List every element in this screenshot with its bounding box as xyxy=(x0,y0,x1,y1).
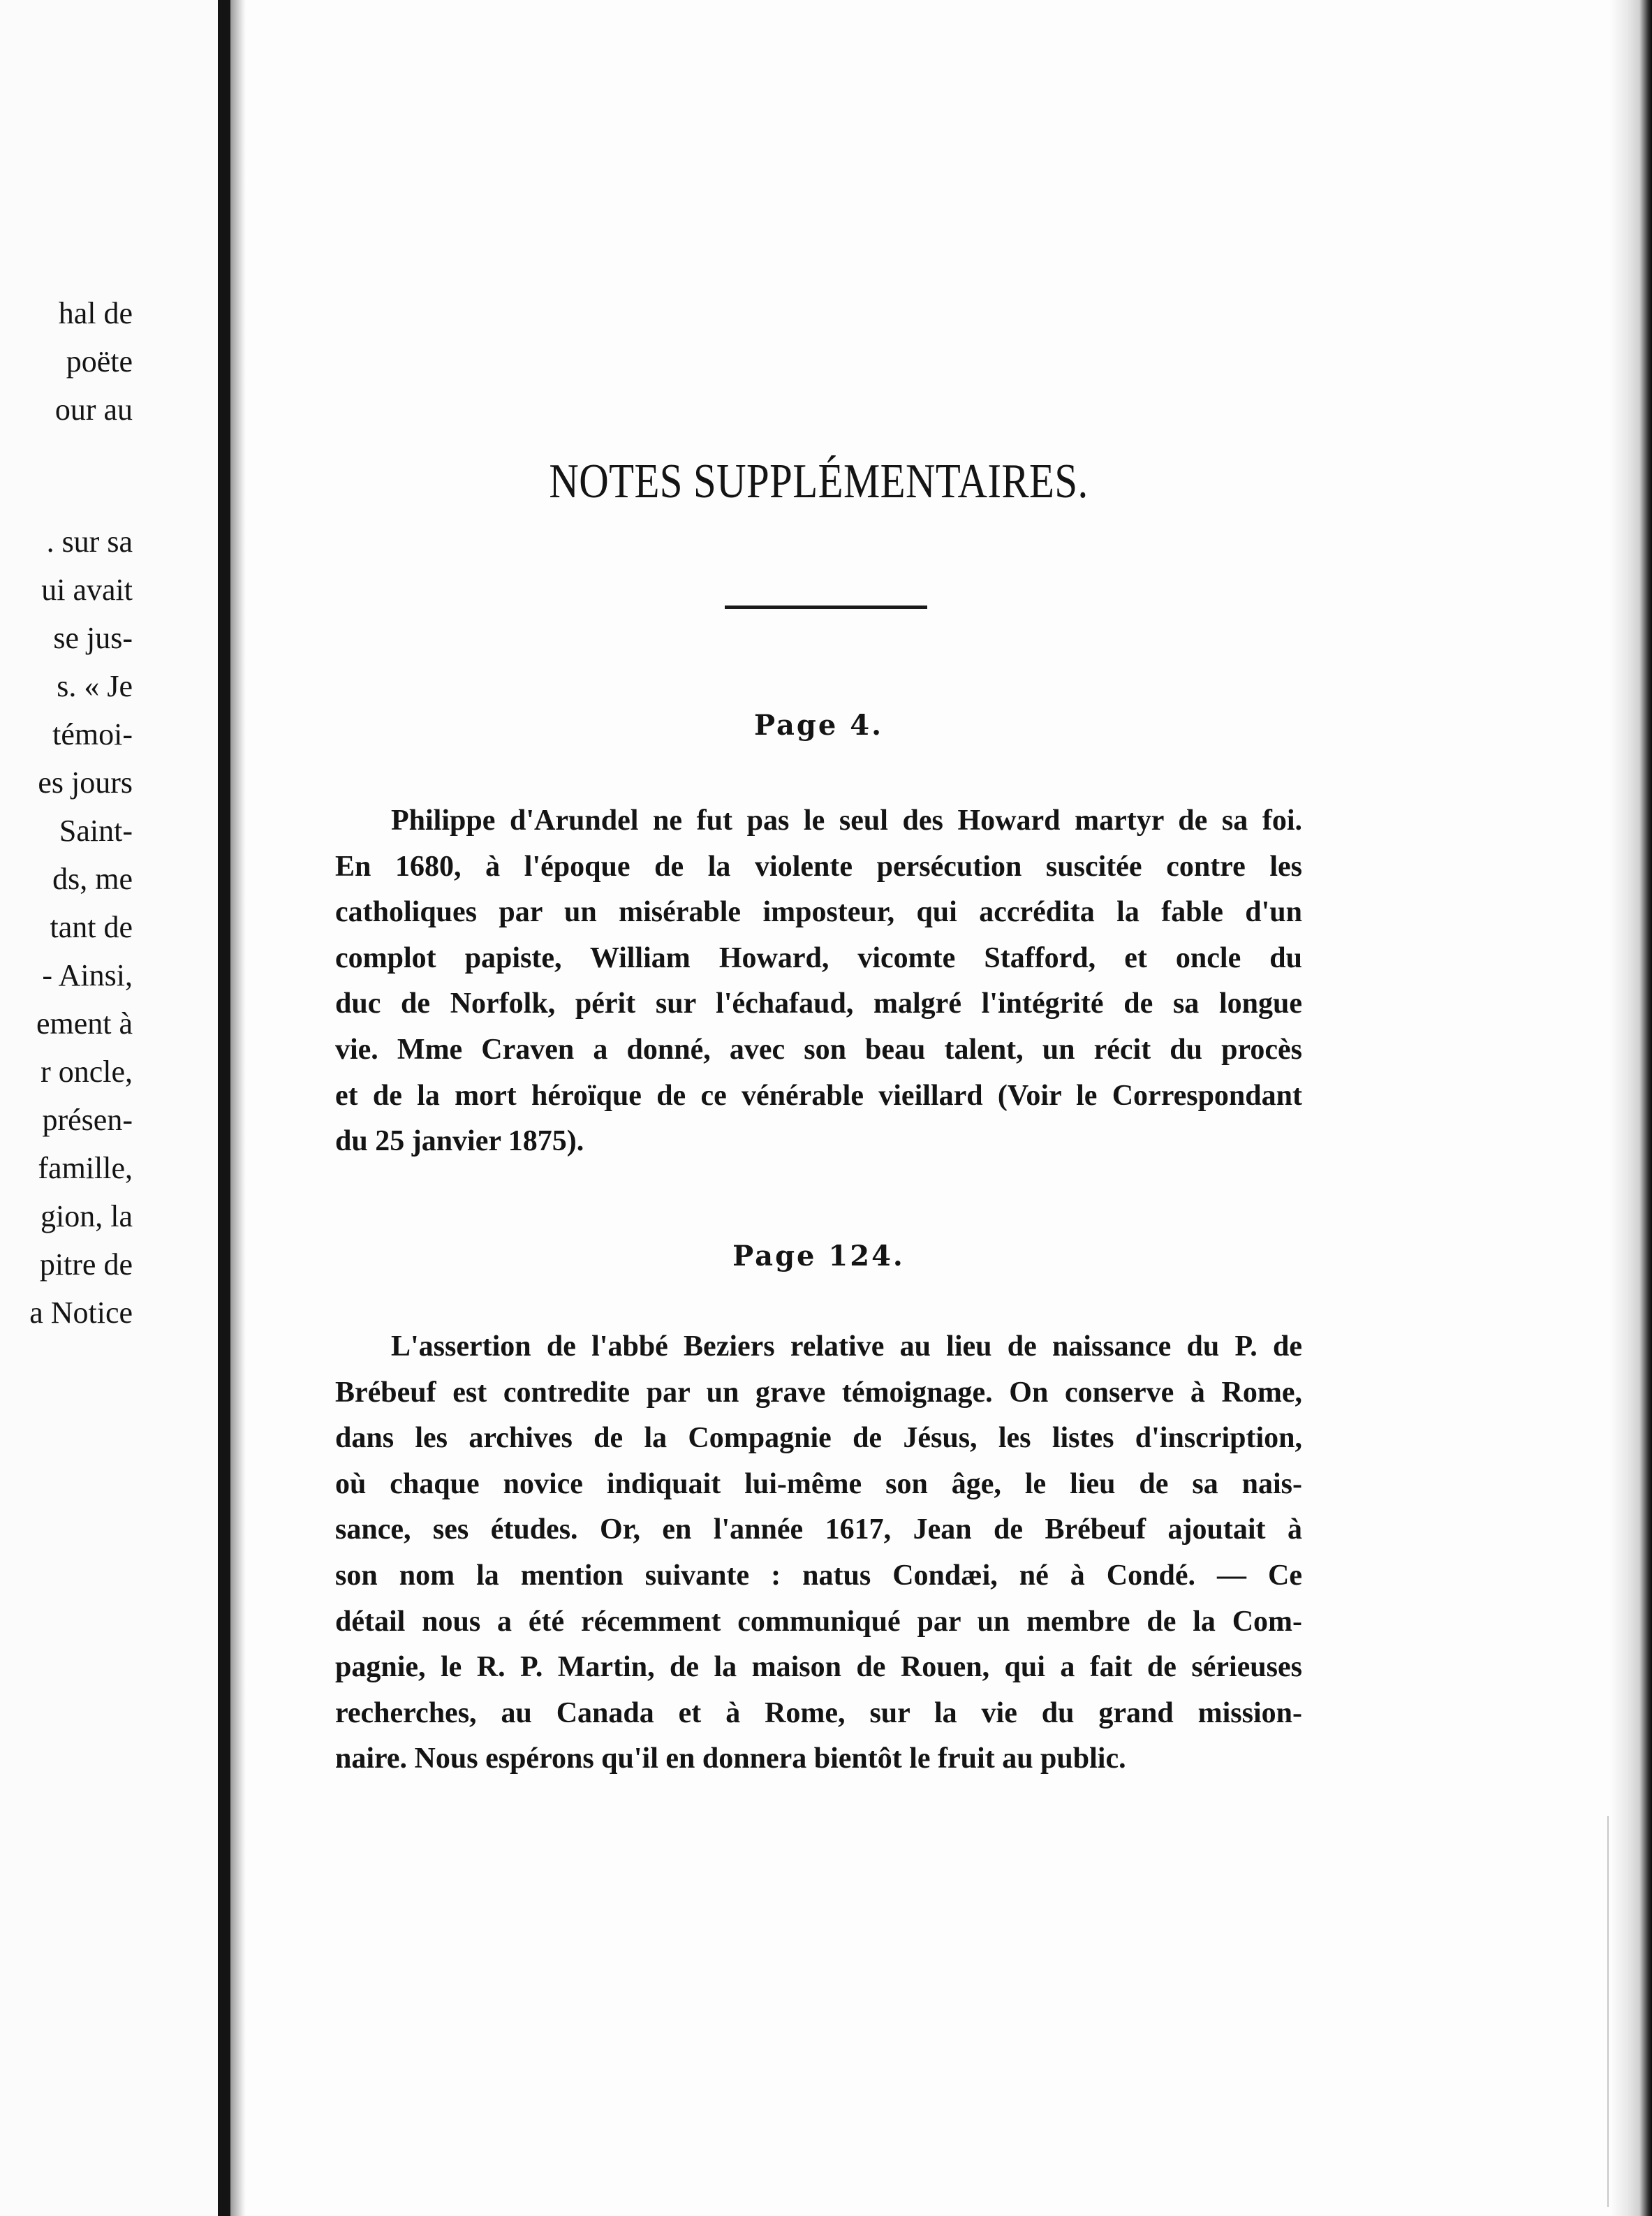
section-heading-page-124: Page 124. xyxy=(732,1240,905,1272)
previous-page-line: présen- xyxy=(42,1103,133,1137)
gutter-shadow xyxy=(230,0,246,2216)
previous-page-line: tant de xyxy=(50,910,133,944)
text-line: son nom la mention suivante : natus Condæi, né à Condé. — Ce xyxy=(335,1559,1302,1592)
text-line: catholiques par un misérable imposteur, qui accrédita la fable d'un xyxy=(335,896,1302,929)
previous-page-text xyxy=(0,289,133,1337)
previous-page-line: es jours xyxy=(38,765,133,800)
previous-page-fragment xyxy=(0,0,218,2216)
previous-page-line: - Ainsi, xyxy=(42,958,133,992)
title-rule xyxy=(725,606,927,609)
text-line: vie. Mme Craven a donné, avec son beau talent, un récit du procès xyxy=(335,1033,1302,1066)
page-edge-line xyxy=(1607,1816,1609,2207)
text-line: et de la mort héroïque de ce vénérable vieillard (Voir le Correspondant xyxy=(335,1079,1302,1112)
section-heading-page-4: Page 4. xyxy=(753,709,884,742)
text-line: naire. Nous espérons qu'il en donnera bientôt le fruit au public. xyxy=(335,1742,1126,1775)
text-line: En 1680, à l'époque de la violente persécution suscitée contre les xyxy=(335,850,1302,883)
previous-page-line: ds, me xyxy=(52,862,133,896)
previous-page-line: témoi- xyxy=(52,717,133,751)
text-line: complot papiste, William Howard, vicomte Stafford, et oncle du xyxy=(335,941,1302,974)
previous-page-line: s. « Je xyxy=(57,669,133,703)
paragraph-gap xyxy=(0,434,133,518)
right-page-edge xyxy=(1610,0,1652,2216)
text-line: dans les archives de la Compagnie de Jésus, les listes d'inscription, xyxy=(335,1422,1302,1455)
text-line: sance, ses études. Or, en l'année 1617, Jean de Brébeuf ajoutait à xyxy=(335,1513,1302,1546)
previous-page-line: Saint- xyxy=(59,814,133,848)
previous-page-line: gion, la xyxy=(40,1199,133,1233)
previous-page-line: r oncle, xyxy=(40,1055,133,1089)
text-line: où chaque novice indiquait lui-même son âge, le lieu de sa nais- xyxy=(335,1467,1302,1500)
previous-page-line: a Notice xyxy=(29,1296,133,1330)
previous-page-line: our au xyxy=(54,392,133,427)
note-paragraph-page-124 xyxy=(335,1324,1302,1782)
previous-page-line: ui avait xyxy=(41,573,133,607)
text-line: pagnie, le R. P. Martin, de la maison de Rouen, qui a fait de sérieuses xyxy=(335,1651,1302,1684)
text-line: L'assertion de l'abbé Beziers relative au lieu de naissance du P. de xyxy=(391,1330,1302,1363)
previous-page-line: . sur sa xyxy=(46,524,133,559)
text-line: détail nous a été récemment communiqué par un membre de la Com- xyxy=(335,1605,1302,1638)
previous-page-line: poëte xyxy=(66,344,133,379)
text-line: du 25 janvier 1875). xyxy=(335,1125,584,1158)
previous-page-line: ement à xyxy=(36,1006,133,1041)
previous-page-line: hal de xyxy=(58,296,133,330)
page-title: NOTES SUPPLÉMENTAIRES. xyxy=(549,455,1089,508)
text-line: duc de Norfolk, périt sur l'échafaud, malgré l'intégrité de sa longue xyxy=(335,988,1302,1020)
text-line: recherches, au Canada et à Rome, sur la vie du grand mission- xyxy=(335,1696,1302,1729)
previous-page-line: famille, xyxy=(38,1151,133,1185)
note-paragraph-page-4 xyxy=(335,798,1302,1165)
text-line: Philippe d'Arundel ne fut pas le seul des Howard martyr de sa foi. xyxy=(391,805,1302,837)
text-line: Brébeuf est contredite par un grave témoignage. On conserve à Rome, xyxy=(335,1376,1302,1409)
previous-page-line: se jus- xyxy=(53,621,133,655)
previous-page-line: pitre de xyxy=(39,1247,133,1282)
binding-gutter xyxy=(218,0,230,2216)
